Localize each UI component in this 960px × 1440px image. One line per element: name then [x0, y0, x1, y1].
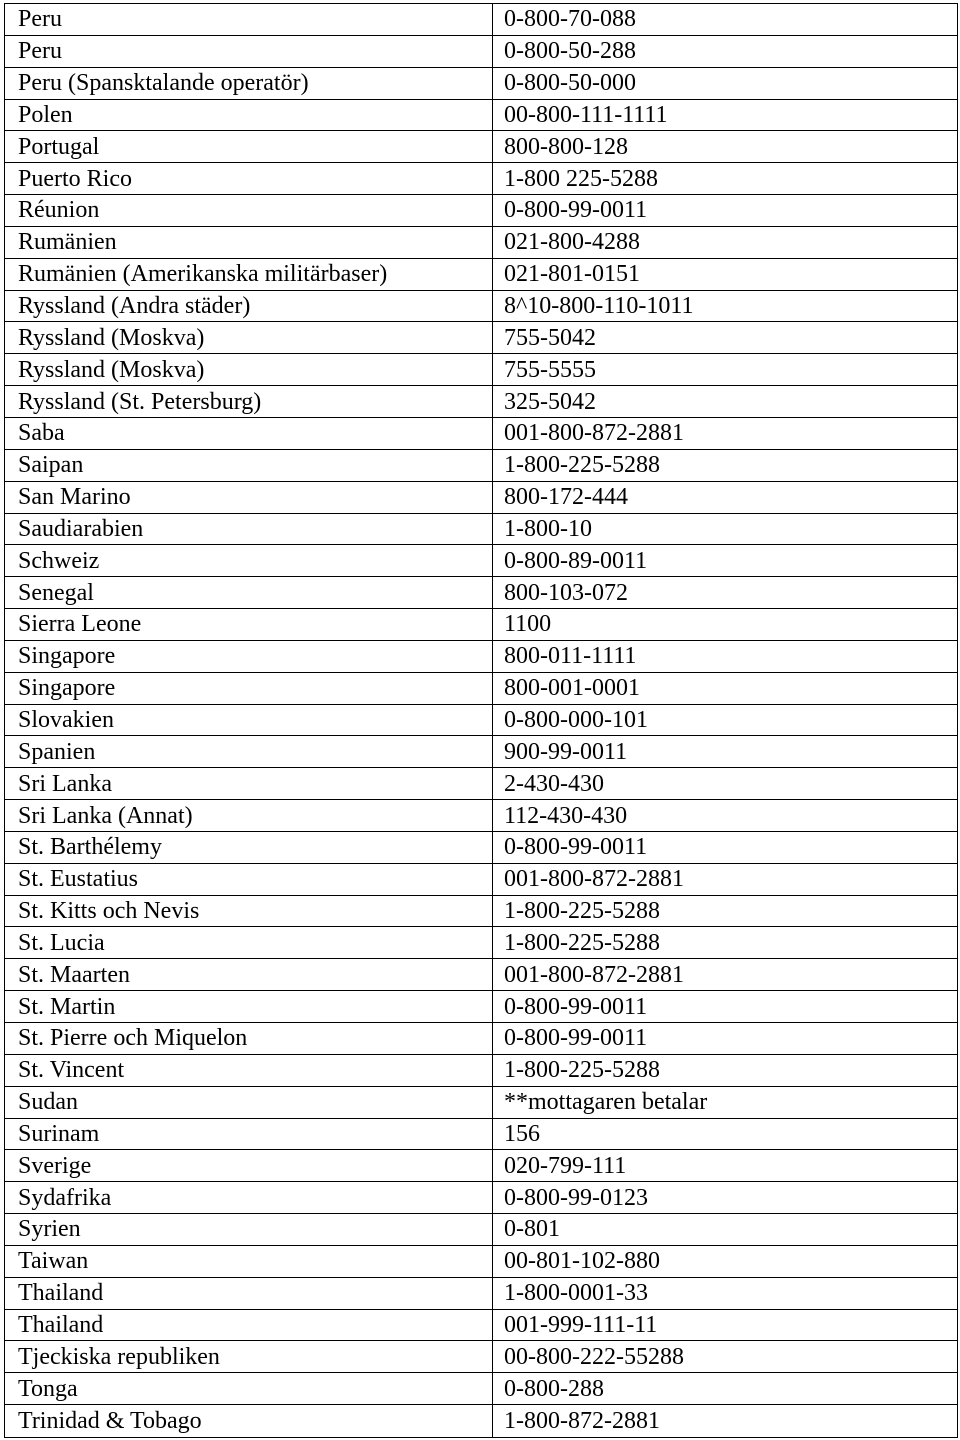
phone-number-cell: 325-5042	[504, 388, 596, 415]
table-row	[5, 68, 957, 100]
phone-number-cell: 755-5042	[504, 324, 596, 351]
phone-number-cell: 001-800-872-2881	[504, 866, 684, 893]
table-row	[5, 291, 957, 323]
phone-number-cell: 0-801	[504, 1216, 560, 1243]
table-row	[5, 195, 957, 227]
table-row	[5, 896, 957, 928]
country-cell: St. Eustatius	[5, 864, 493, 895]
country-cell: St. Martin	[5, 991, 493, 1022]
phone-number-cell: 0-800-99-0123	[504, 1184, 648, 1211]
phone-number-cell: 0-800-89-0011	[504, 547, 648, 574]
country-cell: Sudan	[5, 1087, 493, 1118]
phone-number-cell: 1-800-225-5288	[504, 452, 660, 479]
country-cell: Tjeckiska republiken	[5, 1341, 493, 1372]
table-row	[5, 4, 957, 36]
phone-number-cell: 755-5555	[504, 356, 596, 383]
phone-number-cell: 0-800-99-0011	[504, 197, 648, 224]
country-cell: Sri Lanka	[5, 768, 493, 799]
country-cell: Taiwan	[5, 1246, 493, 1277]
country-cell: Portugal	[5, 131, 493, 162]
table-row	[5, 768, 957, 800]
table-row	[5, 1310, 957, 1342]
table-row	[5, 927, 957, 959]
table-row	[5, 1182, 957, 1214]
country-cell: Tonga	[5, 1373, 493, 1404]
phone-number-cell: 0-800-50-000	[504, 70, 636, 97]
phone-number-cell: 1-800-872-2881	[504, 1408, 660, 1435]
table-row	[5, 259, 957, 291]
country-cell: St. Pierre och Miquelon	[5, 1023, 493, 1054]
table-row	[5, 1214, 957, 1246]
country-cell: Polen	[5, 100, 493, 131]
table-row	[5, 577, 957, 609]
phone-number-cell: 001-999-111-11	[504, 1312, 658, 1339]
country-cell: Syrien	[5, 1214, 493, 1245]
phone-number-cell: 800-001-0001	[504, 675, 640, 702]
table-row	[5, 36, 957, 68]
table-row	[5, 1087, 957, 1119]
country-cell: San Marino	[5, 482, 493, 513]
table-row	[5, 227, 957, 259]
table-row	[5, 131, 957, 163]
phone-number-cell: 00-800-222-55288	[504, 1343, 684, 1370]
table-row	[5, 1023, 957, 1055]
phone-number-cell: 2-430-430	[504, 770, 604, 797]
country-cell: Rumänien (Amerikanska militärbaser)	[5, 259, 493, 290]
table-row	[5, 1373, 957, 1405]
phone-number-cell: 900-99-0011	[504, 738, 628, 765]
country-cell: Singapore	[5, 641, 493, 672]
table-row	[5, 354, 957, 386]
country-cell: Sri Lanka (Annat)	[5, 800, 493, 831]
country-cell: Schweiz	[5, 545, 493, 576]
country-cell: Thailand	[5, 1278, 493, 1309]
country-cell: St. Maarten	[5, 959, 493, 990]
country-cell: Surinam	[5, 1119, 493, 1150]
table-row	[5, 100, 957, 132]
country-cell: St. Barthélemy	[5, 832, 493, 863]
country-cell: Saudiarabien	[5, 514, 493, 545]
phone-number-cell: **mottagaren betalar	[504, 1089, 708, 1116]
table-row	[5, 673, 957, 705]
table-row	[5, 1150, 957, 1182]
access-number-table	[4, 3, 958, 1438]
country-cell: Slovakien	[5, 705, 493, 736]
table-row	[5, 1246, 957, 1278]
table-row	[5, 1055, 957, 1087]
table-row	[5, 450, 957, 482]
phone-number-cell: 1-800-0001-33	[504, 1280, 648, 1307]
phone-number-cell: 800-172-444	[504, 484, 628, 511]
phone-number-cell: 001-800-872-2881	[504, 961, 684, 988]
phone-number-cell: 0-800-99-0011	[504, 834, 648, 861]
table-row	[5, 1119, 957, 1151]
country-cell: St. Lucia	[5, 927, 493, 958]
table-row	[5, 609, 957, 641]
phone-number-cell: 1-800 225-5288	[504, 165, 658, 192]
country-cell: Saipan	[5, 450, 493, 481]
phone-number-cell: 112-430-430	[504, 802, 628, 829]
phone-number-cell: 00-800-111-1111	[504, 101, 668, 128]
table-row	[5, 386, 957, 418]
phone-number-cell: 021-801-0151	[504, 261, 640, 288]
phone-number-cell: 0-800-99-0011	[504, 993, 648, 1020]
country-cell: Spanien	[5, 736, 493, 767]
phone-number-cell: 1-800-225-5288	[504, 929, 660, 956]
phone-number-cell: 0-800-50-288	[504, 38, 636, 65]
phone-number-cell: 0-800-70-088	[504, 6, 636, 33]
country-cell: Ryssland (Moskva)	[5, 322, 493, 353]
phone-number-cell: 800-800-128	[504, 133, 628, 160]
phone-number-cell: 1100	[504, 611, 552, 638]
country-cell: Puerto Rico	[5, 163, 493, 194]
table-row	[5, 959, 957, 991]
phone-number-cell: 1-800-225-5288	[504, 898, 660, 925]
country-cell: Saba	[5, 418, 493, 449]
phone-number-cell: 800-103-072	[504, 579, 628, 606]
table-row	[5, 736, 957, 768]
table-row	[5, 641, 957, 673]
table-row	[5, 163, 957, 195]
phone-number-cell: 1-800-225-5288	[504, 1057, 660, 1084]
phone-number-cell: 00-801-102-880	[504, 1248, 660, 1275]
country-cell: Senegal	[5, 577, 493, 608]
phone-number-cell: 021-800-4288	[504, 229, 640, 256]
table-row	[5, 832, 957, 864]
country-cell: Peru (Spansktalande operatör)	[5, 68, 493, 99]
table-row	[5, 418, 957, 450]
phone-number-cell: 020-799-111	[504, 1152, 627, 1179]
phone-number-cell: 0-800-000-101	[504, 706, 648, 733]
table-row	[5, 1278, 957, 1310]
country-cell: Ryssland (St. Petersburg)	[5, 386, 493, 417]
table-row	[5, 705, 957, 737]
country-cell: Peru	[5, 36, 493, 67]
country-cell: Trinidad & Tobago	[5, 1405, 493, 1437]
country-cell: St. Kitts och Nevis	[5, 896, 493, 927]
phone-number-cell: 001-800-872-2881	[504, 420, 684, 447]
phone-number-cell: 1-800-10	[504, 515, 592, 542]
phone-number-cell: 156	[504, 1120, 540, 1147]
phone-number-cell: 0-800-288	[504, 1375, 604, 1402]
table-row	[5, 482, 957, 514]
table-row	[5, 991, 957, 1023]
country-cell: Sydafrika	[5, 1182, 493, 1213]
table-row	[5, 514, 957, 546]
table-row	[5, 1405, 957, 1437]
phone-number-cell: 8^10-800-110-1011	[504, 293, 694, 320]
country-cell: Sverige	[5, 1150, 493, 1181]
country-cell: Réunion	[5, 195, 493, 226]
country-cell: Peru	[5, 4, 493, 35]
country-cell: Rumänien	[5, 227, 493, 258]
phone-number-cell: 800-011-1111	[504, 643, 637, 670]
country-cell: St. Vincent	[5, 1055, 493, 1086]
country-cell: Sierra Leone	[5, 609, 493, 640]
table-row	[5, 864, 957, 896]
phone-number-cell: 0-800-99-0011	[504, 1025, 648, 1052]
table-row	[5, 322, 957, 354]
country-cell: Ryssland (Moskva)	[5, 354, 493, 385]
country-cell: Thailand	[5, 1310, 493, 1341]
table-row	[5, 545, 957, 577]
country-cell: Ryssland (Andra städer)	[5, 291, 493, 322]
table-row	[5, 800, 957, 832]
table-row	[5, 1341, 957, 1373]
country-cell: Singapore	[5, 673, 493, 704]
